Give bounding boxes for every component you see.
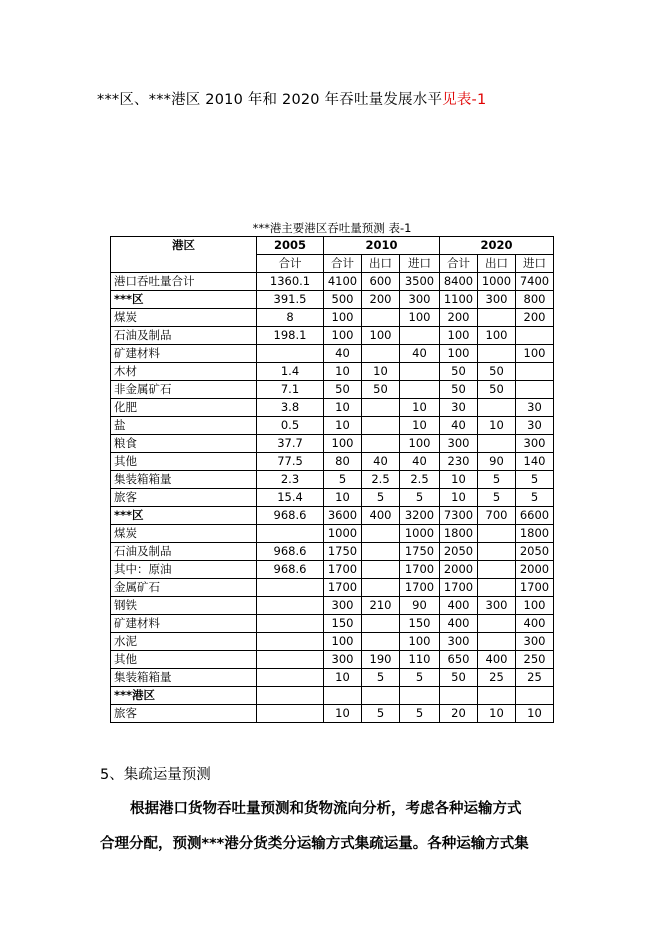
table-cell: 400 [516, 615, 554, 633]
table-cell: 100 [324, 435, 362, 453]
subheader-cell: 进口 [516, 255, 554, 273]
table-cell: 10 [400, 399, 440, 417]
table-cell [516, 687, 554, 705]
table-cell: 300 [478, 597, 516, 615]
table-cell: 1700 [324, 561, 362, 579]
table-cell: 77.5 [257, 453, 324, 471]
table-row [111, 507, 554, 525]
table-cell: 10 [324, 669, 362, 687]
table-cell: 10 [324, 489, 362, 507]
table-row [111, 381, 554, 399]
table-cell [478, 435, 516, 453]
table-cell [362, 309, 400, 327]
table-cell: 400 [440, 615, 478, 633]
row-label: 粮食 [111, 435, 257, 453]
table-cell: 100 [362, 327, 400, 345]
table-cell: 7.1 [257, 381, 324, 399]
table-cell [478, 543, 516, 561]
table-cell [400, 327, 440, 345]
table-cell [478, 309, 516, 327]
table-cell: 110 [400, 651, 440, 669]
table-cell: 2.3 [257, 471, 324, 489]
table-cell: 30 [516, 417, 554, 435]
table-cell: 2050 [516, 543, 554, 561]
table-cell: 5 [478, 471, 516, 489]
table-row [111, 579, 554, 597]
table-cell [257, 579, 324, 597]
table-cell [362, 615, 400, 633]
table-cell: 15.4 [257, 489, 324, 507]
table-cell: 5 [362, 705, 400, 723]
header-2005: 2005 [257, 237, 324, 255]
section-title: 5、集疏运量预测 [100, 767, 211, 783]
table-row [111, 615, 554, 633]
table-cell: 400 [478, 651, 516, 669]
table-cell [257, 705, 324, 723]
table-cell: 40 [400, 345, 440, 363]
subheader-cell: 合计 [257, 255, 324, 273]
table-cell: 150 [400, 615, 440, 633]
table-cell: 1750 [324, 543, 362, 561]
table-cell: 198.1 [257, 327, 324, 345]
table-row [111, 453, 554, 471]
table-cell: 200 [516, 309, 554, 327]
header-port: 港区 [111, 237, 257, 273]
table-cell: 800 [516, 291, 554, 309]
table-cell [362, 633, 400, 651]
table-cell [478, 579, 516, 597]
table-cell: 968.6 [257, 507, 324, 525]
table-cell: 400 [362, 507, 400, 525]
table-cell: 50 [478, 381, 516, 399]
row-label: 矿建材料 [111, 345, 257, 363]
table-cell: 5 [516, 489, 554, 507]
table-body [111, 273, 554, 723]
table-cell: 300 [324, 597, 362, 615]
subheader-cell: 进口 [400, 255, 440, 273]
table-cell: 100 [478, 327, 516, 345]
header-2020: 2020 [440, 237, 554, 255]
row-label: 非金属矿石 [111, 381, 257, 399]
table-cell: 100 [324, 309, 362, 327]
row-label: 集装箱箱量 [111, 669, 257, 687]
table-cell: 2050 [440, 543, 478, 561]
table-cell [362, 399, 400, 417]
table-row [111, 273, 554, 291]
table-row [111, 489, 554, 507]
table-cell: 1360.1 [257, 273, 324, 291]
table-cell: 10 [440, 489, 478, 507]
row-label: 钢铁 [111, 597, 257, 615]
table-cell: 1000 [324, 525, 362, 543]
table-row [111, 291, 554, 309]
table-cell: 140 [516, 453, 554, 471]
table-cell [257, 345, 324, 363]
table-cell: 968.6 [257, 561, 324, 579]
table-cell: 2.5 [362, 471, 400, 489]
table-cell: 80 [324, 453, 362, 471]
table-cell [478, 561, 516, 579]
table-cell: 8400 [440, 273, 478, 291]
subheader-cell: 出口 [362, 255, 400, 273]
table-cell: 10 [400, 417, 440, 435]
table-row [111, 435, 554, 453]
table-cell: 600 [362, 273, 400, 291]
heading-main: ***区、***港区 2010 年和 2020 年吞吐量发展水平 [97, 92, 443, 108]
table-cell: 7400 [516, 273, 554, 291]
table-cell: 20 [440, 705, 478, 723]
table-cell: 1100 [440, 291, 478, 309]
row-label: 旅客 [111, 705, 257, 723]
table-cell: 100 [440, 345, 478, 363]
table-cell [516, 327, 554, 345]
table-cell: 90 [400, 597, 440, 615]
table-cell: 10 [362, 363, 400, 381]
table-row [111, 561, 554, 579]
table-cell [516, 363, 554, 381]
table-cell: 40 [324, 345, 362, 363]
table-cell: 1.4 [257, 363, 324, 381]
table-cell [324, 687, 362, 705]
table-cell: 300 [516, 435, 554, 453]
table-cell [516, 381, 554, 399]
table-cell [257, 633, 324, 651]
table-cell [362, 687, 400, 705]
paragraph-line-2: 合理分配，预测***港分货类分运输方式集疏运量。各种运输方式集 [100, 836, 529, 852]
table-cell [257, 615, 324, 633]
table-cell: 50 [324, 381, 362, 399]
table-cell: 100 [400, 435, 440, 453]
table-row [111, 705, 554, 723]
table-cell: 5 [478, 489, 516, 507]
row-label: 旅客 [111, 489, 257, 507]
table-cell: 10 [324, 705, 362, 723]
table-cell: 5 [362, 669, 400, 687]
table-cell: 10 [478, 417, 516, 435]
table-row [111, 687, 554, 705]
table-cell: 30 [516, 399, 554, 417]
table-row [111, 417, 554, 435]
table-row [111, 633, 554, 651]
table-cell [400, 687, 440, 705]
table-cell: 230 [440, 453, 478, 471]
table-caption: ***港主要港区吞吐量预测 表-1 [252, 221, 412, 235]
table-cell [362, 561, 400, 579]
table-cell: 6600 [516, 507, 554, 525]
table-cell: 5 [400, 489, 440, 507]
table-cell: 3200 [400, 507, 440, 525]
table-cell: 100 [516, 345, 554, 363]
table-cell: 3600 [324, 507, 362, 525]
table-cell [478, 633, 516, 651]
table-cell [400, 381, 440, 399]
table-cell: 10 [324, 399, 362, 417]
table-row [111, 651, 554, 669]
table-row [111, 471, 554, 489]
table-cell [257, 597, 324, 615]
table-cell: 100 [516, 597, 554, 615]
row-label: 盐 [111, 417, 257, 435]
table-cell: 1800 [516, 525, 554, 543]
subheader-cell: 合计 [324, 255, 362, 273]
table-row [111, 669, 554, 687]
table-cell: 5 [516, 471, 554, 489]
table-cell: 300 [440, 435, 478, 453]
table-cell: 8 [257, 309, 324, 327]
table-cell: 5 [362, 489, 400, 507]
row-label: 水泥 [111, 633, 257, 651]
table-cell: 50 [440, 669, 478, 687]
table-reference: 见表-1 [442, 92, 487, 108]
table-cell: 1000 [478, 273, 516, 291]
table-cell [400, 363, 440, 381]
table-cell: 37.7 [257, 435, 324, 453]
row-label: 其中：原油 [111, 561, 257, 579]
row-label: 集装箱箱量 [111, 471, 257, 489]
table-cell: 50 [478, 363, 516, 381]
row-label: 石油及制品 [111, 543, 257, 561]
table-cell [440, 687, 478, 705]
table-cell: 300 [516, 633, 554, 651]
table-row [111, 345, 554, 363]
table-cell: 100 [400, 309, 440, 327]
table-cell: 5 [400, 705, 440, 723]
table-cell: 200 [440, 309, 478, 327]
row-label: 煤炭 [111, 309, 257, 327]
table-cell: 25 [516, 669, 554, 687]
table-cell: 10 [324, 417, 362, 435]
table-cell [362, 543, 400, 561]
table-cell: 50 [362, 381, 400, 399]
table-cell: 300 [478, 291, 516, 309]
row-label: 其他 [111, 651, 257, 669]
table-cell: 500 [324, 291, 362, 309]
table-cell: 3.8 [257, 399, 324, 417]
table-cell [478, 525, 516, 543]
table-cell: 2.5 [400, 471, 440, 489]
table-cell [478, 615, 516, 633]
table-cell: 1750 [400, 543, 440, 561]
table-cell [257, 669, 324, 687]
table-cell: 150 [324, 615, 362, 633]
table-cell: 1000 [400, 525, 440, 543]
table-cell: 190 [362, 651, 400, 669]
table-cell: 100 [324, 327, 362, 345]
subheader-cell: 合计 [440, 255, 478, 273]
table-cell [257, 525, 324, 543]
row-label: 化肥 [111, 399, 257, 417]
table-cell [257, 687, 324, 705]
table-cell: 2000 [440, 561, 478, 579]
header-2010: 2010 [324, 237, 440, 255]
row-label: 煤炭 [111, 525, 257, 543]
table-cell: 3500 [400, 273, 440, 291]
table-cell: 400 [440, 597, 478, 615]
table-cell: 300 [400, 291, 440, 309]
row-label: 金属矿石 [111, 579, 257, 597]
table-cell: 1800 [440, 525, 478, 543]
table-cell: 300 [324, 651, 362, 669]
row-label: 港口吞吐量合计 [111, 273, 257, 291]
table-cell: 10 [324, 363, 362, 381]
table-cell: 210 [362, 597, 400, 615]
table-cell: 250 [516, 651, 554, 669]
table-cell [478, 687, 516, 705]
table-cell: 7300 [440, 507, 478, 525]
table-row [111, 309, 554, 327]
row-label: 其他 [111, 453, 257, 471]
table-cell: 391.5 [257, 291, 324, 309]
table-cell: 2000 [516, 561, 554, 579]
table-cell: 1700 [516, 579, 554, 597]
table-cell [478, 399, 516, 417]
table-cell [362, 417, 400, 435]
section-heading [97, 88, 486, 109]
table-cell: 50 [440, 381, 478, 399]
row-label: 石油及制品 [111, 327, 257, 345]
table-cell: 25 [478, 669, 516, 687]
throughput-table [110, 236, 554, 723]
row-label: 矿建材料 [111, 615, 257, 633]
table-cell: 700 [478, 507, 516, 525]
paragraph-line-1: 根据港口货物吞吐量预测和货物流向分析，考虑各种运输方式 [130, 801, 522, 817]
table-cell: 100 [324, 633, 362, 651]
table-cell: 30 [440, 399, 478, 417]
table-row [111, 543, 554, 561]
table-cell [362, 345, 400, 363]
table-cell: 10 [478, 705, 516, 723]
row-label: ***区 [111, 507, 257, 525]
table-row [111, 597, 554, 615]
table-cell: 0.5 [257, 417, 324, 435]
table-cell: 40 [400, 453, 440, 471]
table-cell: 5 [400, 669, 440, 687]
table-cell: 4100 [324, 273, 362, 291]
table-cell: 100 [400, 633, 440, 651]
row-label: 木材 [111, 363, 257, 381]
table-cell [257, 651, 324, 669]
table-row [111, 399, 554, 417]
table-cell: 40 [440, 417, 478, 435]
table-cell: 90 [478, 453, 516, 471]
table-cell: 200 [362, 291, 400, 309]
table-cell: 40 [362, 453, 400, 471]
table-cell: 10 [516, 705, 554, 723]
table-cell [362, 579, 400, 597]
table-cell: 1700 [324, 579, 362, 597]
table-cell: 5 [324, 471, 362, 489]
table-cell: 100 [440, 327, 478, 345]
table-row [111, 327, 554, 345]
table-cell: 1700 [400, 561, 440, 579]
table-cell: 10 [440, 471, 478, 489]
table-cell [478, 345, 516, 363]
table-row [111, 525, 554, 543]
table-cell: 1700 [400, 579, 440, 597]
table-cell: 1700 [440, 579, 478, 597]
table-cell: 968.6 [257, 543, 324, 561]
table-cell [362, 435, 400, 453]
table-cell: 650 [440, 651, 478, 669]
table-cell [362, 525, 400, 543]
row-label: ***港区 [111, 687, 257, 705]
row-label: ***区 [111, 291, 257, 309]
table-cell: 300 [440, 633, 478, 651]
table-row [111, 363, 554, 381]
subheader-cell: 出口 [478, 255, 516, 273]
table-cell: 50 [440, 363, 478, 381]
